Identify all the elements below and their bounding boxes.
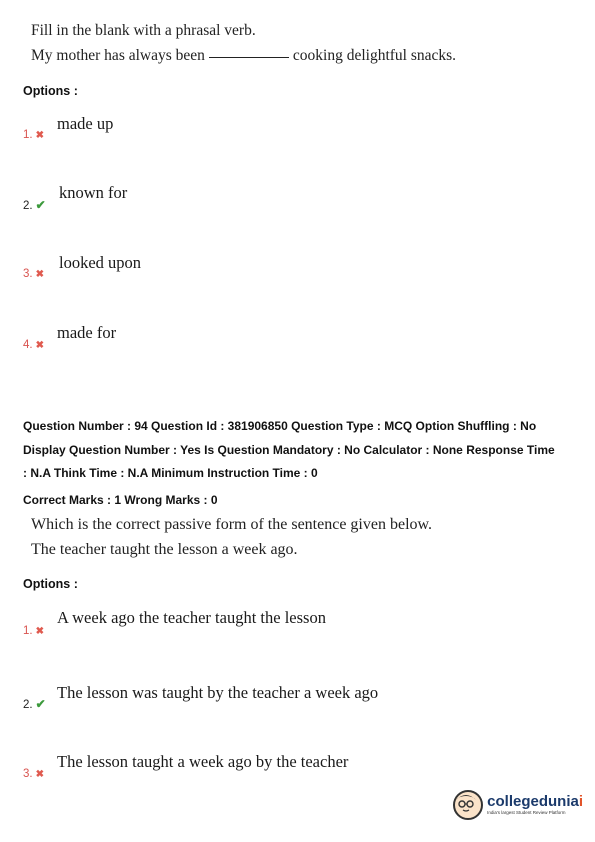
wrong-mark-icon: ✖	[35, 626, 44, 637]
wrong-mark-icon: ✖	[35, 269, 44, 280]
q2-meta-line-3: : N.A Think Time : N.A Minimum Instruction Time : 0	[23, 466, 318, 480]
q2-question-line-1: Which is the correct passive form of the sentence given below.	[31, 516, 433, 533]
q2-question-line-2: The teacher taught the lesson a week ago.	[31, 541, 298, 558]
q1-instruction: Fill in the blank with a phrasal verb.	[31, 22, 256, 39]
q1-blank	[209, 56, 289, 58]
q1-option-2-text[interactable]: known for	[59, 183, 128, 202]
correct-check-icon: ✔	[35, 198, 46, 212]
wrong-mark-icon: ✖	[35, 130, 44, 141]
logo-wordmark: collegeduniai	[487, 793, 583, 811]
q2-marks: Correct Marks : 1 Wrong Marks : 0	[23, 493, 218, 507]
mascot-icon	[453, 790, 483, 820]
q1-option-4-number: 4. ✖	[23, 339, 44, 351]
wrong-mark-icon: ✖	[35, 769, 44, 780]
q1-option-1-number: 1. ✖	[23, 129, 44, 141]
logo-tagline: India's largest Student Review Platform	[487, 810, 566, 816]
q2-option-2-text[interactable]: The lesson was taught by the teacher a week ago	[57, 683, 379, 702]
q2-options-label: Options :	[23, 577, 78, 591]
q2-meta-line-1: Question Number : 94 Question Id : 381906850 Question Type : MCQ Option Shuffling : No	[23, 419, 537, 433]
q1-option-2-number: 2. ✔	[23, 198, 46, 212]
q2-option-3-number: 3. ✖	[23, 768, 44, 780]
q2-option-1-text[interactable]: A week ago the teacher taught the lesson	[57, 608, 326, 627]
q1-sentence-after: cooking delightful snacks.	[292, 47, 457, 64]
q1-options-label: Options :	[23, 84, 78, 98]
q2-option-1-number: 1. ✖	[23, 625, 44, 637]
q2-option-2-number: 2. ✔	[23, 697, 46, 711]
correct-check-icon: ✔	[35, 697, 46, 711]
q2-option-3-text[interactable]: The lesson taught a week ago by the teacher	[57, 752, 349, 771]
q1-option-4-text[interactable]: made for	[57, 323, 117, 342]
collegedunia-logo	[453, 790, 583, 820]
q2-meta-line-2: Display Question Number : Yes Is Question Mandatory : No Calculator : None Response Time	[23, 443, 555, 457]
q1-option-3-text[interactable]: looked upon	[59, 253, 142, 272]
q1-option-1-text[interactable]: made up	[57, 114, 114, 133]
wrong-mark-icon: ✖	[35, 340, 44, 351]
q1-sentence-before: My mother has always been	[31, 47, 205, 64]
q1-sentence	[31, 47, 456, 65]
q1-option-3-number: 3. ✖	[23, 268, 44, 280]
